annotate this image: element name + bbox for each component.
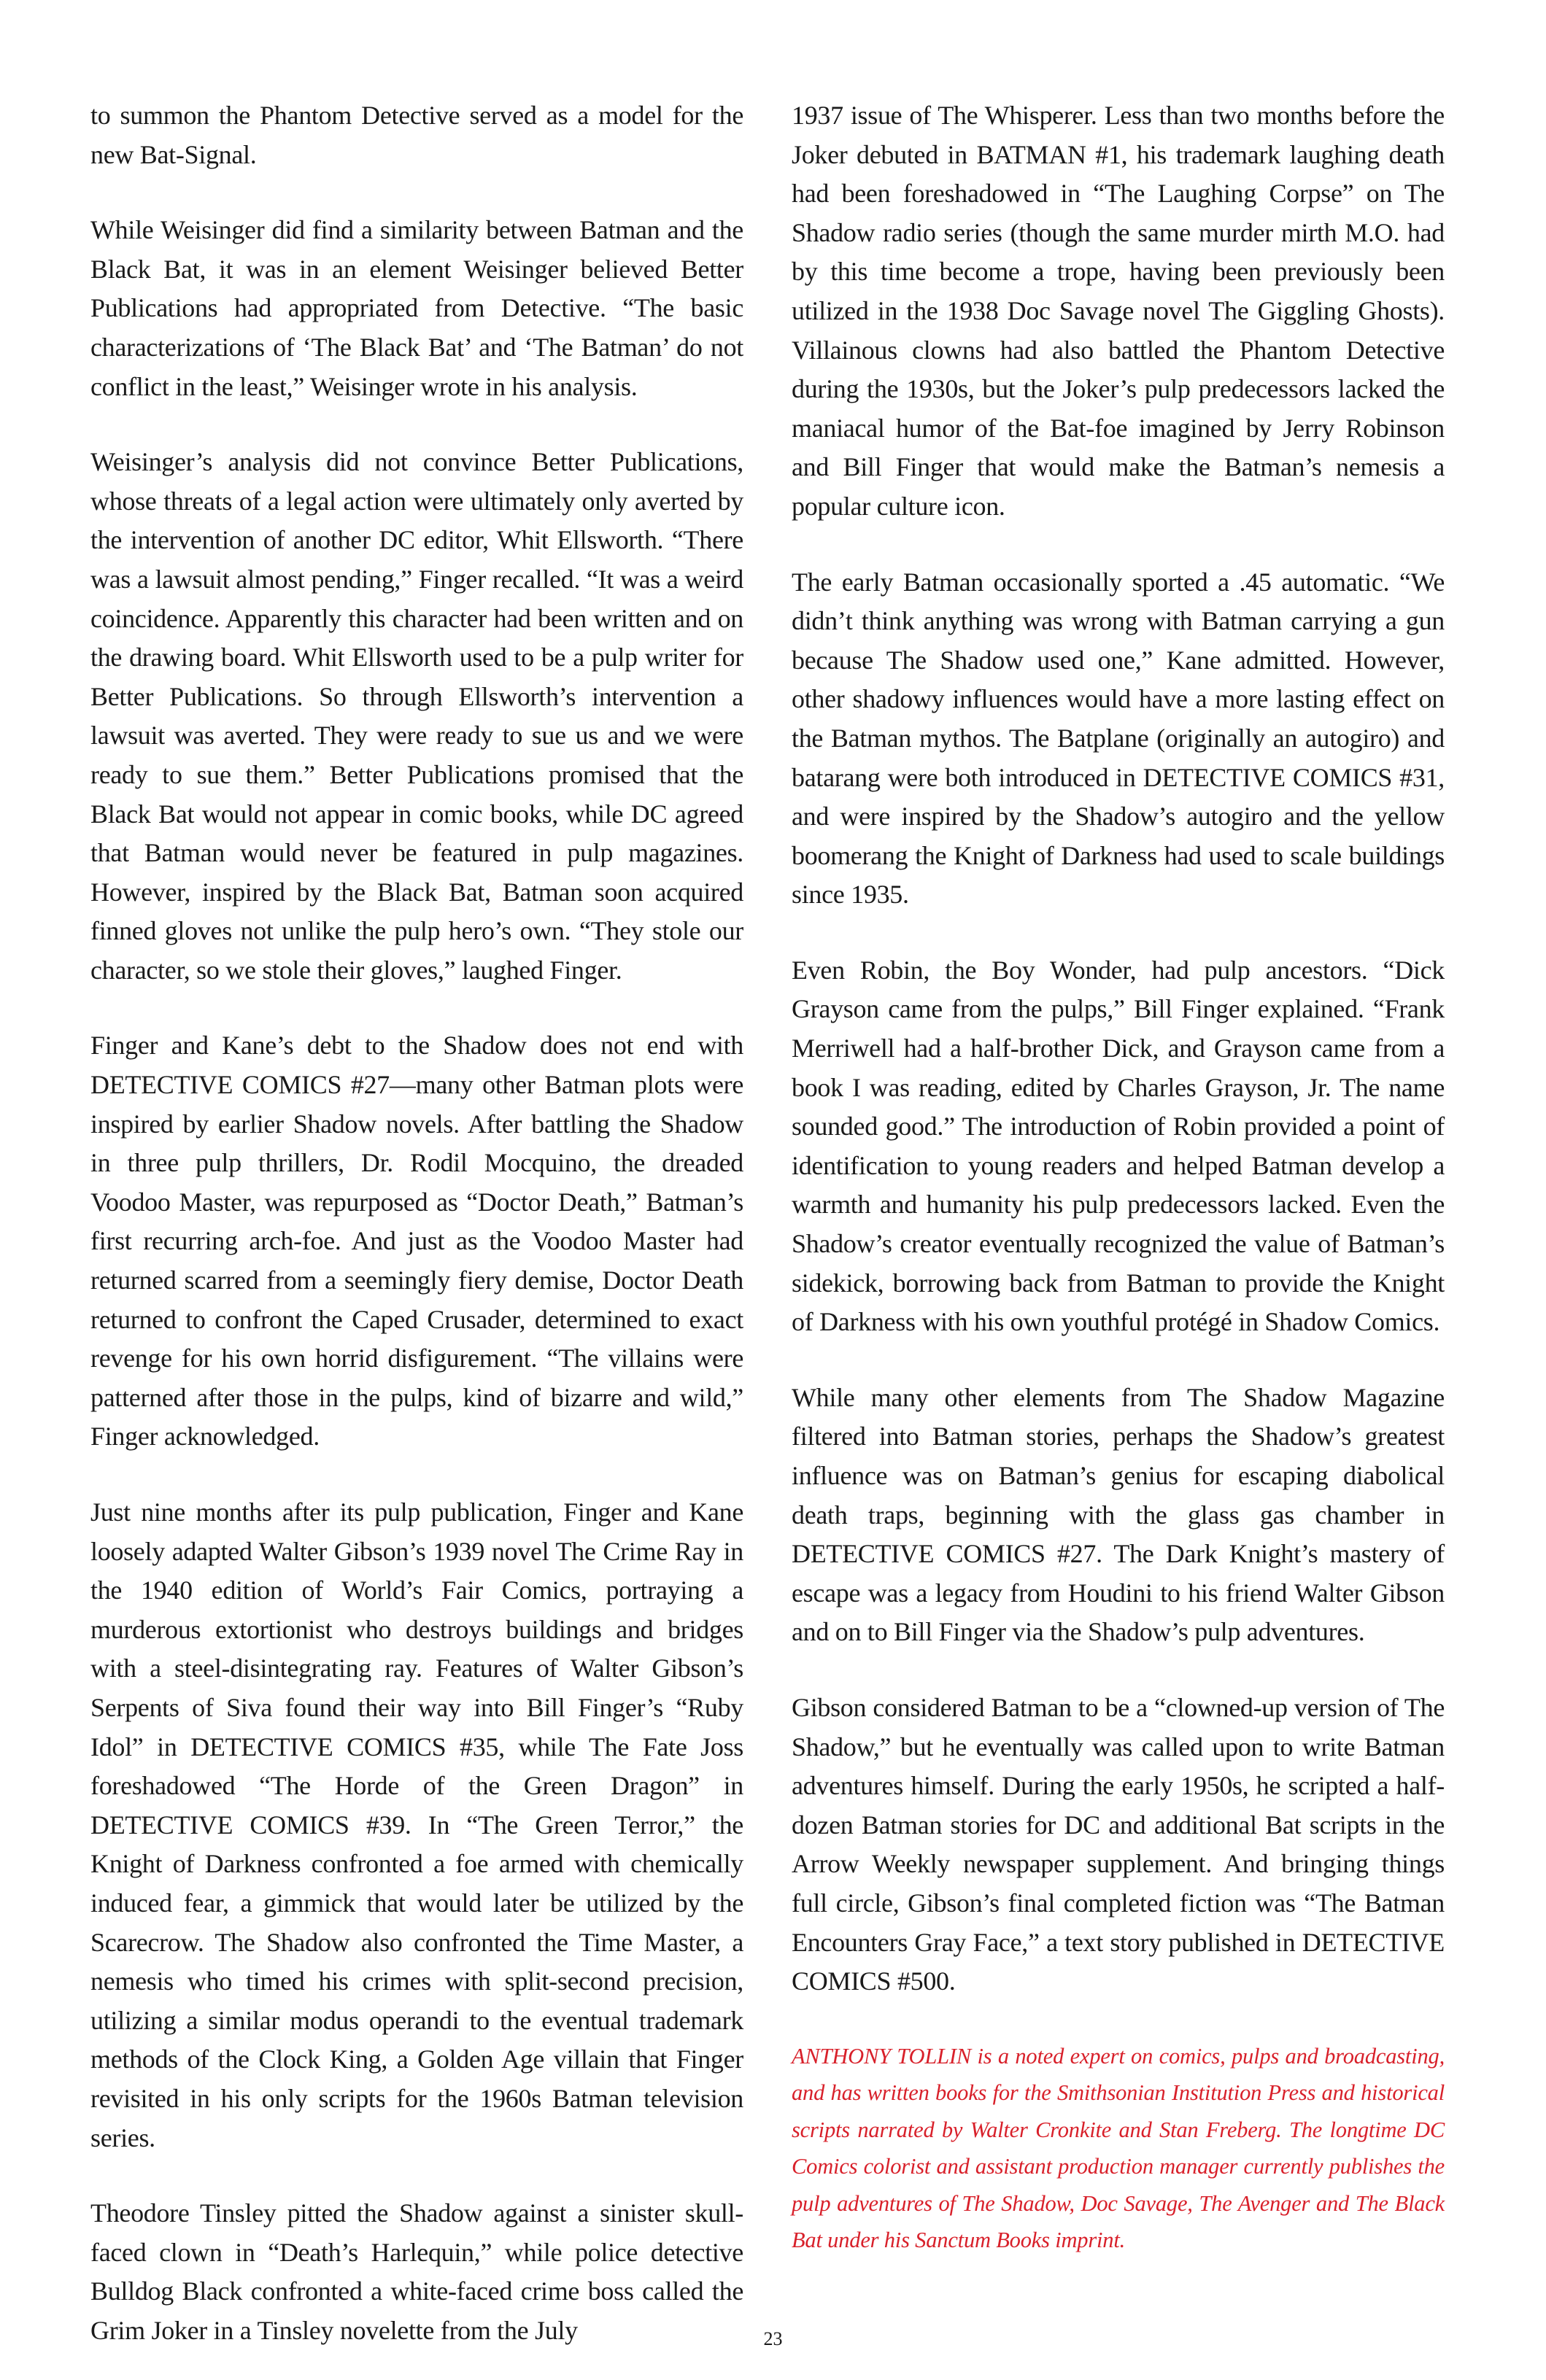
paragraph: While Weisinger did find a similarity between Batman and the Black Bat, it was in an element Weisinger believed Better Publications had appropriated from Detective. “The basic characterizations of ‘The Black Bat’ and ‘The Batman’ do not conflict in the least,” Weisinger wrote in his analysis.: [90, 215, 743, 401]
paragraph: Weisinger’s analysis did not convince Better Publications, whose threats of a legal action were ultimately only averted by the intervention of another DC editor, Whit Ellsworth. “There was a lawsuit almost pending,” Finger recalled. “It was a weird coincidence. Apparently this character had been written and on the drawing board. Whit Ellsworth used to be a pulp writer for Better Publications. So through Ellsworth’s intervention a lawsuit was averted. They were ready to sue us and we were ready to sue them.” Better Publications promised that the Black Bat would not appear in comic books, while DC agreed that Batman would never be featured in pulp magazines. However, inspired by the Black Bat, Batman soon acquired finned gloves not unlike the pulp hero’s own. “They stole our character, so we stole their gloves,” laughed Finger.: [90, 447, 743, 985]
paragraph: 1937 issue of The Whisperer. Less than two months before the Joker debuted in BATMAN #1, his trademark laughing death had been foreshadowed in “The Laughing Corpse” on The Shadow radio series (though the same murder mirth M.O. had by this time become a trope, having been previously been utilized in the 1938 Doc Savage novel The Giggling Ghosts). Villainous clowns had also battled the Phantom Detective during the 1930s, but the Joker’s pulp predecessors lacked the maniacal humor of the Bat-foe imagined by Jerry Robinson and Bill Finger that would make the Batman’s nemesis a popular culture icon.: [792, 101, 1445, 521]
paragraph: Gibson considered Batman to be a “clowned-up version of The Shadow,” but he eventually was called upon to write Batman adventures himself. During the early 1950s, he scripted a half-dozen Batman stories for DC and additional Bat scripts in the Arrow Weekly newspaper supplement. And bringing things full circle, Gibson’s final completed fiction was “The Batman Encounters Gray Face,” a text story published in DETECTIVE COMICS #500.: [792, 1692, 1445, 1996]
paragraph: Just nine months after its pulp publication, Finger and Kane loosely adapted Walter Gibson’s 1939 novel The Crime Ray in the 1940 edition of World’s Fair Comics, portraying a murderous extortionist who destroys buildings and bridges with a steel-disintegrating ray. Features of Walter Gibson’s Serpents of Siva found their way into Bill Finger’s “Ruby Idol” in DETECTIVE COMICS #35, while The Fate Joss foreshadowed “The Horde of the Green Dragon” in DETECTIVE COMICS #39. In “The Green Terror,” the Knight of Darkness confronted a foe armed with chemically induced fear, a gimmick that would later be utilized by the Scarecrow. The Shadow also confronted the Time Master, a nemesis who timed his crimes with split-second precision, utilizing a similar modus operandi to the eventual trademark methods of the Clock King, a Golden Age villain that Finger revisited in his only scripts for the 1960s Batman television series.: [90, 1497, 743, 2152]
right-column: [792, 96, 1445, 2281]
paragraph: While many other elements from The Shadow Magazine filtered into Batman stories, perhaps the Shadow’s greatest influence was on Batman’s genius for escaping diabolical death traps, beginning with the glass gas chamber in DETECTIVE COMICS #27. The Dark Knight’s mastery of escape was a legacy from Houdini to his friend Walter Gibson and on to Bill Finger via the Shadow’s pulp adventures.: [792, 1382, 1445, 1647]
paragraph: The early Batman occasionally sported a .45 automatic. “We didn’t think anything was wrong with Batman carrying a gun because The Shadow used one,” Kane admitted. However, other shadowy influences would have a more lasting effect on the Batman mythos. The Batplane (originally an autogiro) and batarang were both introduced in DETECTIVE COMICS #31, and were inspired by the Shadow’s autogiro and the yellow boomerang the Knight of Darkness had used to scale buildings since 1935.: [792, 567, 1445, 910]
left-column: [90, 96, 743, 2350]
author-bio: ANTHONY TOLLIN is a noted expert on comics, pulps and broadcasting, and has written books for the Smithsonian Institution Press and historical scripts narrated by Walter Cronkite and Stan Freberg. The longtime DC Comics colorist and assistant production manager currently publishes the pulp adventures of The Shadow, Doc Savage, The Avenger and The Black Bat under his Sanctum Books imprint.: [792, 2043, 1445, 2253]
paragraph: to summon the Phantom Detective served as a model for the new Bat-Signal.: [90, 101, 743, 169]
page-number: 23: [763, 2328, 783, 2349]
paragraph: Theodore Tinsley pitted the Shadow against a sinister skull-faced clown in “Death’s Harlequin,” while police detective Bulldog Black confronted a white-faced crime boss called the Grim Joker in a Tinsley novelette from the July: [90, 2198, 743, 2345]
paragraph: Even Robin, the Boy Wonder, had pulp ancestors. “Dick Grayson came from the pulps,” Bill Finger explained. “Frank Merriwell had a half-brother Dick, and Grayson came from a book I was reading, edited by Charles Grayson, Jr. The name sounded good.” The introduction of Robin provided a point of identification to young readers and helped Batman develop a warmth and humanity his pulp predecessors lacked. Even the Shadow’s creator eventually recognized the value of Batman’s sidekick, borrowing back from Batman to provide the Knight of Darkness with his own youthful protégé in Shadow Comics.: [792, 955, 1445, 1337]
paragraph: Finger and Kane’s debt to the Shadow does not end with DETECTIVE COMICS #27—many other Batman plots were inspired by earlier Shadow novels. After battling the Shadow in three pulp thrillers, Dr. Rodil Mocquino, the dreaded Voodoo Master, was repurposed as “Doctor Death,” Batman’s first recurring arch-foe. And just as the Voodoo Master had returned scarred from a seemingly fiery demise, Doctor Death returned to confront the Caped Crusader, determined to exact revenge for his own horrid disfigurement. “The villains were patterned after those in the pulps, kind of bizarre and wild,” Finger acknowledged.: [90, 1031, 743, 1451]
